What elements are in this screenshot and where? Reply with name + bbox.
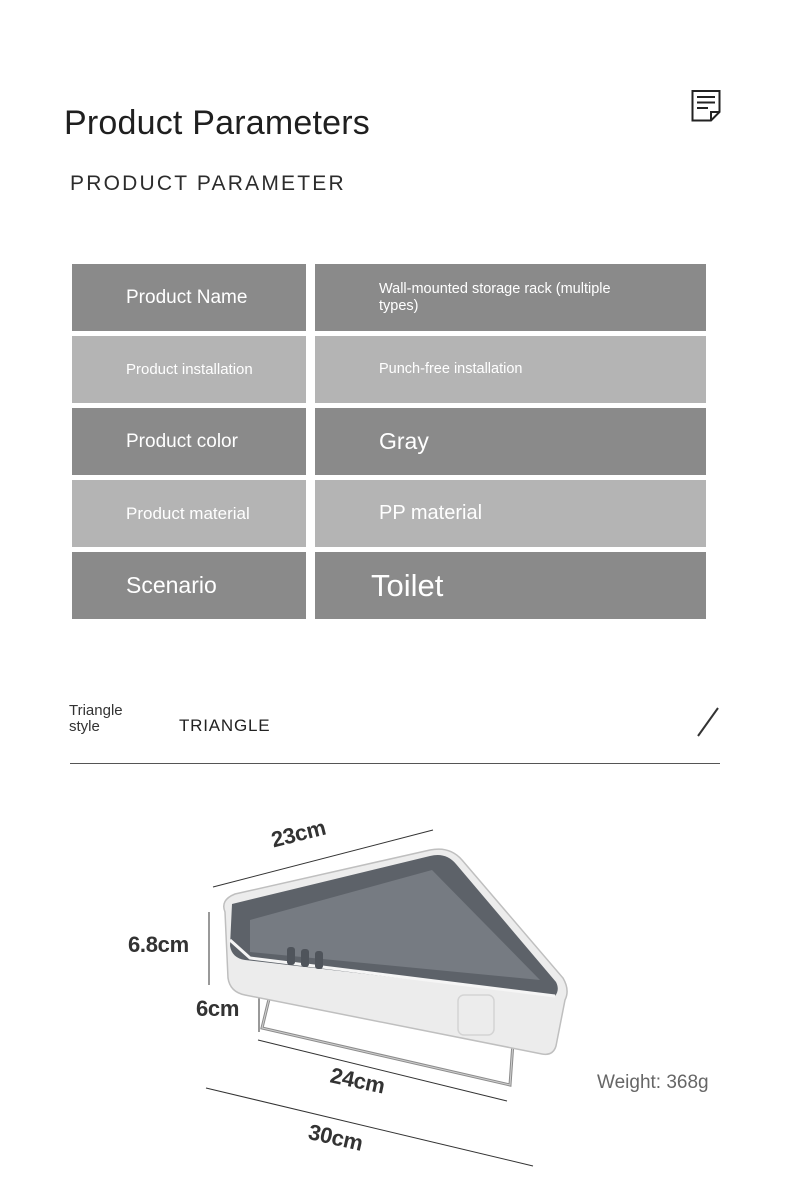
dim-outer-height: 6.8cm [128, 932, 189, 957]
param-value: Punch-free installation [315, 336, 706, 403]
section-divider [70, 763, 720, 764]
parameter-table [72, 264, 706, 624]
param-label: Scenario [72, 552, 306, 619]
table-row [72, 552, 706, 619]
param-value: PP material [315, 480, 706, 547]
product-illustration [100, 800, 740, 1180]
dim-bottom-length: 30cm [306, 1119, 366, 1156]
table-row [72, 336, 706, 403]
dim-bar-length: 24cm [328, 1062, 388, 1099]
dim-top-length: 23cm [268, 814, 329, 853]
note-icon [690, 89, 722, 123]
table-row [72, 480, 706, 547]
param-value: Toilet [315, 552, 706, 619]
style-label: Triangle style [69, 702, 123, 735]
param-label: Product Name [72, 264, 306, 331]
slash-icon [693, 704, 723, 740]
param-label: Product color [72, 408, 306, 475]
param-value: Wall-mounted storage rack (multiple types) [315, 264, 706, 331]
weight-label: Weight: 368g [597, 1072, 709, 1093]
page-subtitle: PRODUCT PARAMETER [70, 172, 346, 195]
table-row [72, 264, 706, 331]
param-value: Gray [315, 408, 706, 475]
param-label: Product installation [72, 336, 306, 403]
table-row [72, 408, 706, 475]
page-title: Product Parameters [64, 104, 370, 142]
param-label: Product material [72, 480, 306, 547]
style-code: TRIANGLE [179, 716, 271, 735]
dim-inner-height: 6cm [196, 996, 240, 1021]
